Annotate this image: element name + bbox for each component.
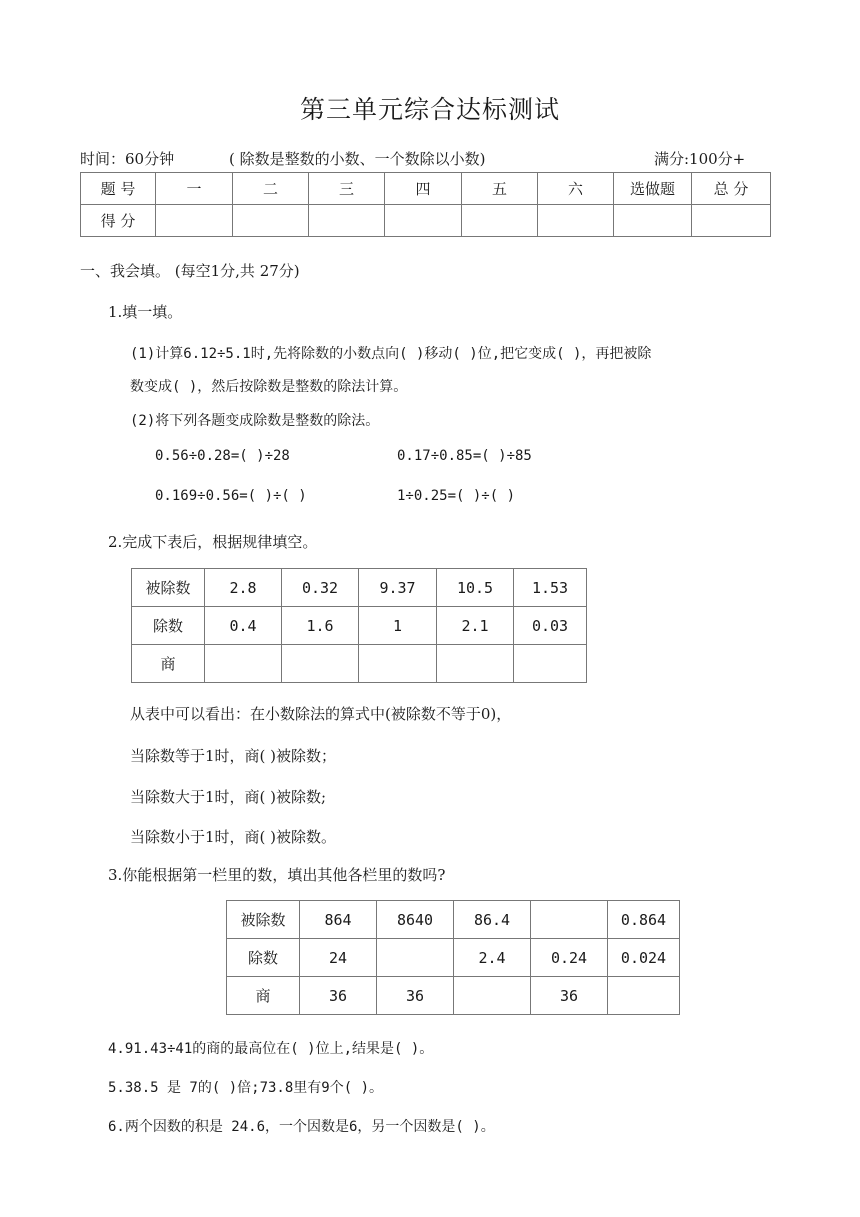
q1-equation: 1÷0.25=( )÷( ) <box>397 488 516 504</box>
q2-conclusion: 从表中可以看出：在小数除法的算式中(被除数不等于0)， <box>130 705 512 723</box>
score-cell[interactable] <box>309 205 385 237</box>
answer-cell[interactable] <box>377 939 454 977</box>
q1-part2: (2)将下列各题变成除数是整数的除法。 <box>130 413 380 429</box>
q1-equation: 0.17÷0.85=( )÷85 <box>397 448 532 464</box>
table-cell: 被除数 <box>227 901 300 939</box>
question-1-title: 1.填一填。 <box>108 303 183 321</box>
exam-time: 时间：60分钟 <box>80 150 175 168</box>
exam-scope: ( 除数是整数的小数、一个数除以小数) <box>229 150 486 168</box>
header-cell: 总 分 <box>692 173 771 205</box>
question-2-title: 2.完成下表后，根据规律填空。 <box>108 533 318 551</box>
header-cell: 二 <box>233 173 309 205</box>
header-cell: 选做题 <box>614 173 692 205</box>
full-score: 满分:100分+ <box>654 150 746 168</box>
table-cell: 1.53 <box>514 569 587 607</box>
answer-cell[interactable] <box>514 645 587 683</box>
table-cell: 36 <box>377 977 454 1015</box>
q1-equation: 0.169÷0.56=( )÷( ) <box>155 488 307 504</box>
q2-rule: 当除数等于1时，商( )被除数； <box>130 747 337 765</box>
header-cell: 四 <box>385 173 462 205</box>
table-cell: 商 <box>227 977 300 1015</box>
score-cell[interactable] <box>156 205 233 237</box>
answer-cell[interactable] <box>359 645 437 683</box>
table-cell: 1 <box>359 607 437 645</box>
table-row <box>132 645 587 683</box>
q2-rule: 当除数小于1时，商( )被除数。 <box>130 828 337 846</box>
table-cell: 0.864 <box>608 901 680 939</box>
table-cell: 36 <box>300 977 377 1015</box>
table-cell: 0.24 <box>531 939 608 977</box>
score-cell[interactable] <box>385 205 462 237</box>
table-cell: 24 <box>300 939 377 977</box>
table-cell: 0.4 <box>205 607 282 645</box>
table-cell: 36 <box>531 977 608 1015</box>
answer-cell[interactable] <box>608 977 680 1015</box>
header-cell: 一 <box>156 173 233 205</box>
answer-cell[interactable] <box>437 645 514 683</box>
table-cell: 2.8 <box>205 569 282 607</box>
table-cell: 除数 <box>227 939 300 977</box>
question-6: 6.两个因数的积是 24.6，一个因数是6，另一个因数是( )。 <box>108 1119 495 1135</box>
table-cell: 0.024 <box>608 939 680 977</box>
score-cell[interactable] <box>462 205 538 237</box>
question-5: 5.38.5 是 7的( )倍;73.8里有9个( )。 <box>108 1080 384 1096</box>
answer-cell[interactable] <box>205 645 282 683</box>
table-row <box>227 939 680 977</box>
score-cell[interactable] <box>538 205 614 237</box>
table-cell: 0.03 <box>514 607 587 645</box>
score-table-header-row <box>81 173 771 205</box>
answer-cell[interactable] <box>454 977 531 1015</box>
score-row-label: 得 分 <box>81 205 156 237</box>
table-cell: 被除数 <box>132 569 205 607</box>
score-cell[interactable] <box>233 205 309 237</box>
q2-table <box>131 568 587 683</box>
table-cell: 2.1 <box>437 607 514 645</box>
table-cell: 86.4 <box>454 901 531 939</box>
table-cell: 商 <box>132 645 205 683</box>
score-table-score-row <box>81 205 771 237</box>
answer-cell[interactable] <box>531 901 608 939</box>
table-cell: 9.37 <box>359 569 437 607</box>
table-row <box>132 607 587 645</box>
table-row <box>227 977 680 1015</box>
question-3-title: 3.你能根据第一栏里的数，填出其他各栏里的数吗? <box>108 866 446 884</box>
q1-part1-line2: 数变成( )，然后按除数是整数的除法计算。 <box>130 379 408 395</box>
table-cell: 0.32 <box>282 569 359 607</box>
table-cell: 8640 <box>377 901 454 939</box>
section-heading: 一、我会填。 (每空1分,共 27分) <box>80 262 300 280</box>
score-table <box>80 172 771 237</box>
header-cell: 题 号 <box>81 173 156 205</box>
q1-equation: 0.56÷0.28=( )÷28 <box>155 448 290 464</box>
question-4: 4.91.43÷41的商的最高位在( )位上,结果是( )。 <box>108 1041 434 1057</box>
score-cell[interactable] <box>614 205 692 237</box>
table-cell: 2.4 <box>454 939 531 977</box>
header-cell: 五 <box>462 173 538 205</box>
table-cell: 10.5 <box>437 569 514 607</box>
table-cell: 864 <box>300 901 377 939</box>
table-cell: 1.6 <box>282 607 359 645</box>
header-cell: 六 <box>538 173 614 205</box>
answer-cell[interactable] <box>282 645 359 683</box>
q3-table <box>226 900 680 1015</box>
header-cell: 三 <box>309 173 385 205</box>
score-cell[interactable] <box>692 205 771 237</box>
page-title: 第三单元综合达标测试 <box>299 95 560 124</box>
q1-part1-line1: (1)计算6.12÷5.1时,先将除数的小数点向( )移动( )位,把它变成( )，再把被除 <box>130 346 652 362</box>
table-row <box>227 901 680 939</box>
table-cell: 除数 <box>132 607 205 645</box>
q2-rule: 当除数大于1时，商( )被除数; <box>130 788 327 806</box>
table-row <box>132 569 587 607</box>
